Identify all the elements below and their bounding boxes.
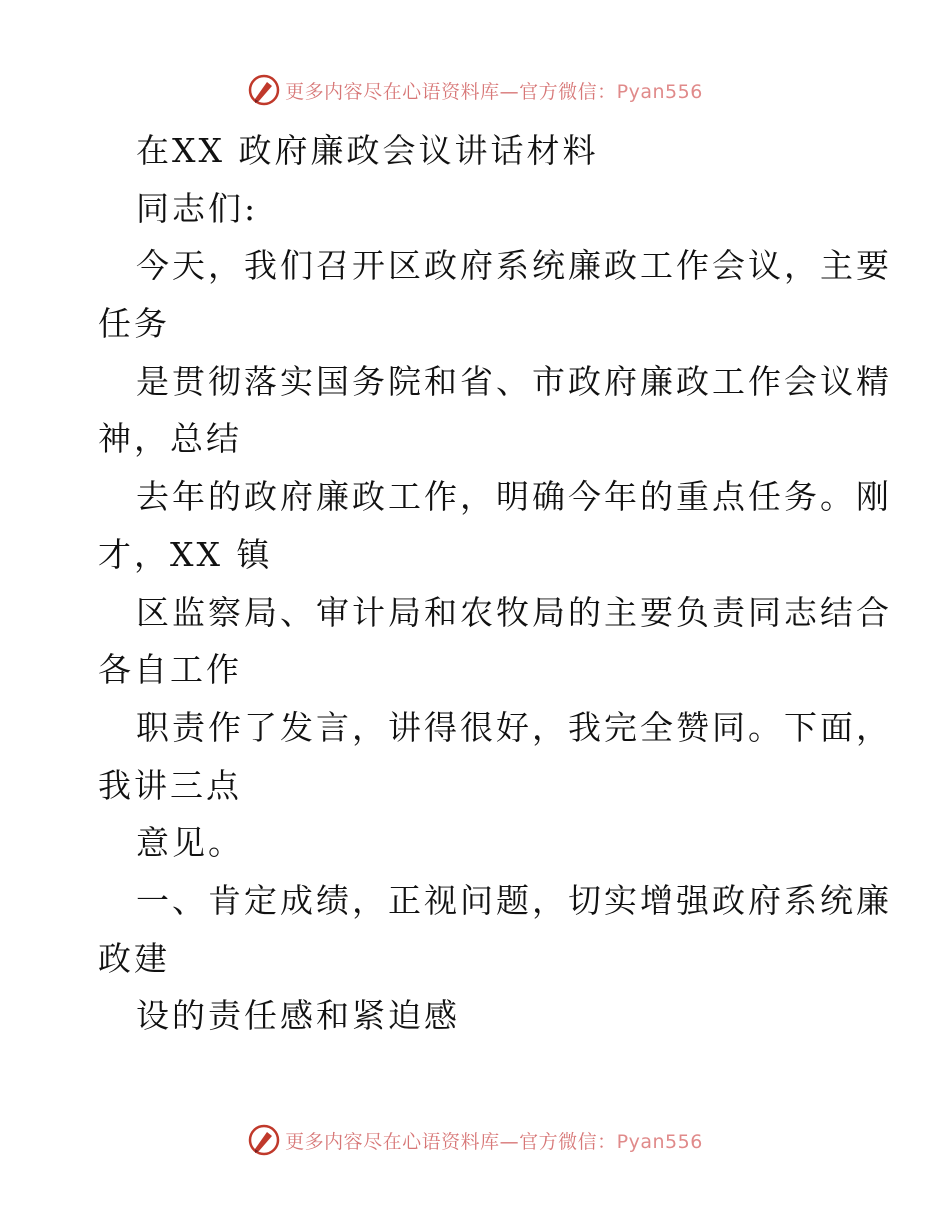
text-line: 各自工作: [98, 650, 242, 690]
text-line: 区监察局、审计局和农牧局的主要负责同志结合: [136, 592, 892, 632]
pen-logo-icon: [247, 1123, 281, 1157]
footer-watermark-banner: [0, 1120, 950, 1160]
text-line: 神，总结: [98, 419, 242, 459]
text-line: 设的责任感和紧迫感: [136, 996, 460, 1036]
text-line: 我讲三点: [98, 765, 242, 805]
text-line: 政建: [98, 938, 170, 978]
text-line: 去年的政府廉政工作，明确今年的重点任务。刚: [136, 477, 892, 517]
text-line: 在XX 政府廉政会议讲话材料: [136, 131, 599, 170]
text-line: 职责作了发言，讲得很好，我完全赞同。下面，: [136, 707, 892, 747]
text-line: 一、肯定成绩，正视问题，切实增强政府系统廉: [136, 880, 892, 920]
banner-text: 更多内容尽在心语资料库—官方微信：Pyan556: [285, 80, 703, 103]
wechat-id: Pyan556: [616, 1130, 703, 1153]
pen-logo-icon: [247, 73, 281, 107]
banner-text: 更多内容尽在心语资料库—官方微信：Pyan556: [285, 1130, 703, 1153]
text-line: 才，XX 镇: [98, 534, 273, 574]
text-line: 任务: [98, 304, 170, 344]
text-line: 意见。: [136, 823, 244, 863]
wechat-id: Pyan556: [616, 80, 703, 103]
header-watermark-banner: [0, 70, 950, 110]
text-line: 今天，我们召开区政府系统廉政工作会议，主要: [136, 246, 892, 286]
text-line: 同志们:: [136, 188, 259, 228]
text-line: 是贯彻落实国务院和省、市政府廉政工作会议精: [136, 361, 892, 401]
document-body: [98, 122, 892, 1045]
